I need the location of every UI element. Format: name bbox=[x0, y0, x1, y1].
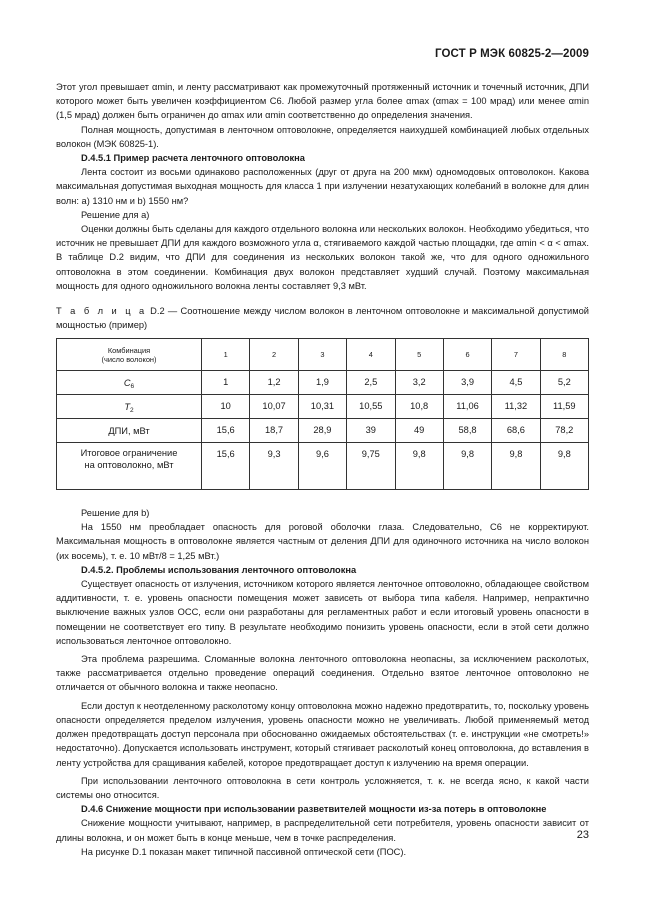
paragraph-d451-1: Лента состоит из восьми одинаково расположенных (друг от друга на 200 мкм) одномодовых оптоволокон. Какова максимальная допустимая выходная мощность для класса 1 при излучении незатухающих колебаний в волокне для длин волн: а) 1310 нм и b) 1550 нм? bbox=[56, 167, 589, 206]
document-id-header: ГОСТ Р МЭК 60825-2—2009 bbox=[435, 48, 589, 60]
header-col: 8 bbox=[540, 339, 588, 371]
page-number: 23 bbox=[576, 829, 589, 841]
row-label-t2: $T_2$ bbox=[57, 395, 202, 419]
heading-d452: D.4.5.2. Проблемы использования ленточного оптоволокна bbox=[81, 564, 357, 575]
header-col: 4 bbox=[347, 339, 395, 371]
paragraph-solution-b-title: Решение для b) bbox=[81, 508, 150, 519]
header-col: 1 bbox=[202, 339, 250, 371]
paragraph-d452-3: Если доступ к неотделенному расколотому концу оптоволокна можно надежно предотвратить, то, поскольку уровень опасности определяется пределом излучения, уровень опасности можно не увеличивать. Любой применяемый метод должен предотвращать доступ персонала при обоснованно ожидаемых обстоятельствах (т. е. инструкции «не смотреть!» недостаточно). Допускается использовать инструмент, который стягивает расколотый конец оптоволокна, до вставления в ленту устройства для сращивания кабелей, которое предотвращает доступ к излучению на время операции. bbox=[56, 700, 589, 768]
header-col: 3 bbox=[298, 339, 346, 371]
page-content bbox=[56, 80, 589, 859]
table-cell: 11,32 bbox=[492, 395, 540, 419]
table-cell: 10,8 bbox=[395, 395, 443, 419]
table-cell: 9,8 bbox=[443, 443, 491, 490]
table-cell: 4,5 bbox=[492, 371, 540, 395]
table-cell: 2,5 bbox=[347, 371, 395, 395]
header-col: 2 bbox=[250, 339, 298, 371]
table-cell: 9,8 bbox=[492, 443, 540, 490]
table-d2 bbox=[56, 338, 589, 490]
table-cell: 68,6 bbox=[492, 419, 540, 443]
table-cell: 18,7 bbox=[250, 419, 298, 443]
header-col: 6 bbox=[443, 339, 491, 371]
table-cell: 1,2 bbox=[250, 371, 298, 395]
paragraph-d46-1: Снижение мощности учитывают, например, в распределительной сети потребителя, уровень опасности зависит от длины волокна, и он может быть в конце меньше, чем в точке распределения. bbox=[56, 818, 589, 843]
paragraph-solution-a: Решение для а) bbox=[81, 209, 150, 220]
table-cell: 28,9 bbox=[298, 419, 346, 443]
table-header-row bbox=[57, 339, 589, 371]
table-cell: 1,9 bbox=[298, 371, 346, 395]
table-cell: 9,75 bbox=[347, 443, 395, 490]
table-cell: 9,8 bbox=[540, 443, 588, 490]
row-label-final-limit: Итоговое ограничение на оптоволокно, мВт bbox=[57, 443, 202, 490]
table-cell: 3,9 bbox=[443, 371, 491, 395]
header-combination: Комбинация (число волокон) bbox=[57, 339, 202, 371]
header-col: 5 bbox=[395, 339, 443, 371]
table-cell: 58,8 bbox=[443, 419, 491, 443]
paragraph-d452-1: Существует опасность от излучения, источником которого является ленточное оптоволокно, обладающее свойством аддитивности, т. е. уровень опасности помещения может зависеть от выбора типа кабеля. Например, непрактично выключение важных узлов ОСС, если они разработаны для регламентных работ и если итоговый уровень опасности в помещении не соответствует его типу. В результате необходимо понизить уровень опасности, если в этой сети должно использоваться ленточное оптоволокно. bbox=[56, 579, 589, 646]
table-cell: 15,6 bbox=[202, 443, 250, 490]
table-cell: 78,2 bbox=[540, 419, 588, 443]
paragraph-d452-2: Эта проблема разрешима. Сломанные волокна ленточного оптоволокна неопасны, за исключением расколотых, также рассматривается отдельно проведение операций соединения. Отдельно взятое ленточное оптоволокно не отличается от обычного волокна и также неопасно. bbox=[56, 654, 589, 693]
paragraph-d451-3: Оценки должны быть сделаны для каждого отдельного волокна или нескольких волокон. Необходимо убедиться, что источник не превышает ДПИ для каждого возможного угла α, стягиваемого каждой частью площадки, где αmin < α < αmax. В таблице D.2 видим, что ДПИ для соединения из нескольких волокон такой же, что для одного одножильного оптоволокна в этом соединении. Комбинация двух волокон представляет худший случай. Поэтому максимальная мощность для одного одножильного волокна ленты составляет 9,3 мВт. bbox=[56, 224, 589, 291]
table-cell: 10,07 bbox=[250, 395, 298, 419]
row-label-c6: $C_6$ bbox=[57, 371, 202, 395]
heading-d451: D.4.5.1 Пример расчета ленточного оптоволокна bbox=[81, 153, 305, 164]
table-row-c6 bbox=[57, 371, 589, 395]
table-cell: 9,6 bbox=[298, 443, 346, 490]
paragraph-solution-b: На 1550 нм преобладает опасность для роговой оболочки глаза. Следовательно, C6 не корректируют. Максимальная мощность в оптоволокне является частным от деления ДПИ для одиночного источника на число волокон (их восемь), т. е. 10 мВт/8 = 1,25 мВт.) bbox=[56, 522, 589, 561]
table-cell: 11,06 bbox=[443, 395, 491, 419]
table-caption-text: D.2 — Соотношение между числом волокон в ленточном оптоволокне и максимальной допустимой мощностью (пример) bbox=[56, 306, 589, 330]
table-cell: 5,2 bbox=[540, 371, 588, 395]
heading-d46: D.4.6 Снижение мощности при использовании разветвителей мощности из-за потерь в оптоволокне bbox=[81, 804, 547, 815]
table-cell: 39 bbox=[347, 419, 395, 443]
header-col: 7 bbox=[492, 339, 540, 371]
paragraph-total-power: Полная мощность, допустимая в ленточном оптоволокне, определяется наихудшей комбинацией любых отдельных волокон (МЭК 60825-1). bbox=[56, 124, 589, 149]
table-cell: 15,6 bbox=[202, 419, 250, 443]
table-cell: 1 bbox=[202, 371, 250, 395]
table-row-final-limit bbox=[57, 443, 589, 490]
table-cell: 10 bbox=[202, 395, 250, 419]
table-cell: 9,3 bbox=[250, 443, 298, 490]
table-cell: 3,2 bbox=[395, 371, 443, 395]
paragraph-d46-2: На рисунке D.1 показан макет типичной пассивной оптической сети (ПОС). bbox=[81, 846, 407, 857]
table-cell: 10,31 bbox=[298, 395, 346, 419]
table-row-dpi bbox=[57, 419, 589, 443]
paragraph-angle: Этот угол превышает αmin, и ленту рассматривают как промежуточный протяженный источник и точечный источник, ДПИ которого может быть увеличен коэффициентом C6. Любой размер угла более αmax (αmax = 100 мрад) или менее αmin (1,5 мрад) должен быть ограничен до αmax или αmin соответственно до определения значения. bbox=[56, 82, 589, 121]
table-cell: 49 bbox=[395, 419, 443, 443]
row-label-dpi: ДПИ, мВт bbox=[57, 419, 202, 443]
paragraph-d452-4: При использовании ленточного оптоволокна в сети контроль усложняется, т. к. не всегда ясно, к какой части системы оно относится. bbox=[56, 775, 589, 800]
table-cell: 10,55 bbox=[347, 395, 395, 419]
table-caption bbox=[56, 305, 589, 332]
table-cell: 9,8 bbox=[395, 443, 443, 490]
table-row-t2 bbox=[57, 395, 589, 419]
table-caption-prefix: Т а б л и ц а bbox=[56, 306, 147, 317]
table-cell: 11,59 bbox=[540, 395, 588, 419]
